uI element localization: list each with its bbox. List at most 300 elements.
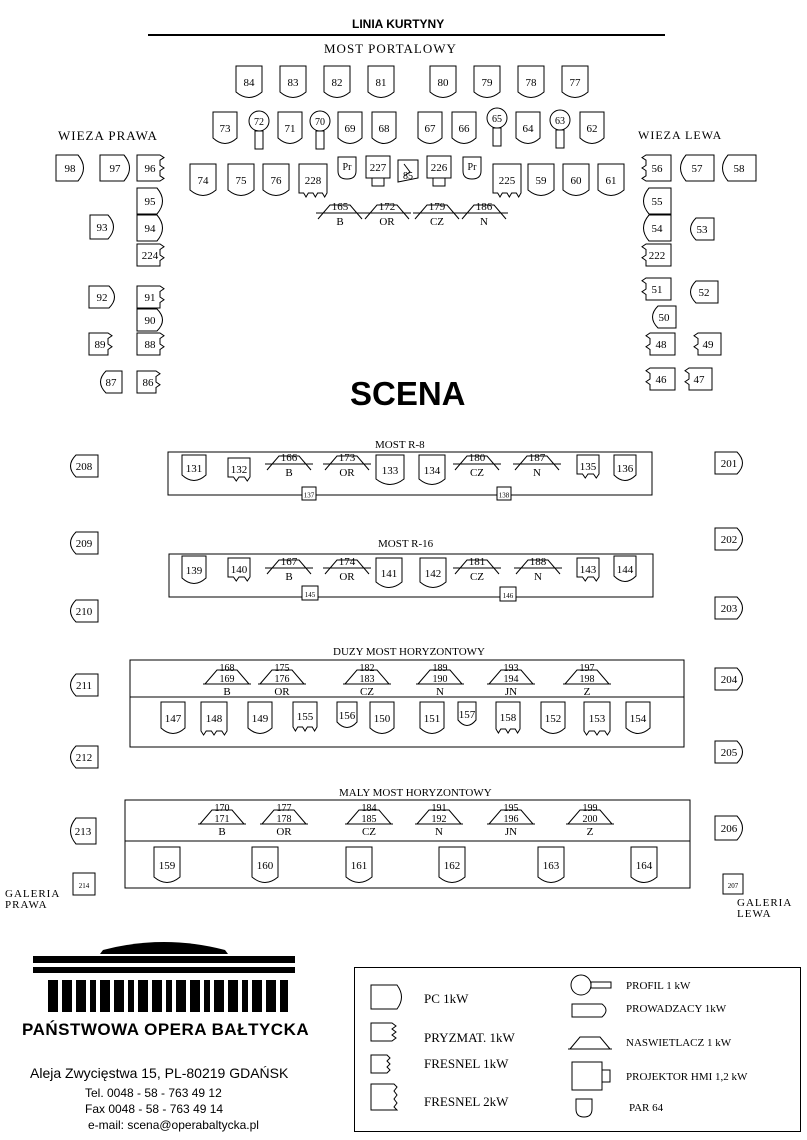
svg-text:168: 168 [219,663,235,674]
legend-par-label: PAR 64 [629,1102,664,1114]
legend-symbols [354,967,801,1132]
svg-text:Z: Z [586,826,594,838]
svg-text:63: 63 [555,116,565,127]
legend-pryzmat-label: PRYZMAT. 1kW [424,1030,515,1045]
svg-text:146: 146 [502,592,514,600]
fixture-66 [452,112,476,144]
svg-text:Pr: Pr [467,162,477,173]
svg-text:152: 152 [544,713,562,725]
fixture-131 [182,455,206,481]
fixture-157 [458,702,476,726]
svg-text:58: 58 [733,163,745,175]
svg-text:178: 178 [276,814,292,825]
profile-63 [550,110,570,148]
svg-text:53: 53 [696,224,708,236]
svg-text:133: 133 [381,465,399,477]
svg-text:B: B [223,686,231,698]
svg-text:49: 49 [702,339,714,351]
fixture-84 [236,66,262,98]
fixture-68 [372,112,396,144]
wash-189-190 [416,663,464,698]
profile-70 [310,111,330,149]
svg-text:159: 159 [158,860,176,872]
gallery-left-label-2: LEWA [737,908,772,920]
svg-text:62: 62 [586,123,598,135]
svg-text:CZ: CZ [359,686,375,698]
legend-naswietlacz-label: NASWIETLACZ 1 kW [626,1037,732,1049]
svg-text:70: 70 [315,117,325,128]
fixture-141 [376,558,402,588]
svg-text:162: 162 [443,860,461,872]
svg-text:199: 199 [582,803,598,814]
svg-text:225: 225 [498,175,516,187]
fixture-57 [681,155,715,181]
svg-text:B: B [285,467,293,479]
fixture-209 [71,532,99,554]
svg-text:148: 148 [205,713,223,725]
svg-text:83: 83 [287,77,299,89]
svg-text:CZ: CZ [469,467,485,479]
fixture-54 [644,215,672,241]
svg-text:188: 188 [529,556,547,568]
svg-text:94: 94 [144,223,156,235]
fixture-156 [337,702,357,728]
svg-text:88: 88 [144,339,156,351]
svg-text:190: 190 [432,674,448,685]
wash-193-194 [487,663,535,698]
svg-text:222: 222 [648,250,666,262]
svg-text:166: 166 [280,452,298,464]
fixture-82 [324,66,350,98]
svg-text:210: 210 [75,606,93,618]
fixture-138 [497,487,511,500]
fixture-135 [577,455,599,478]
svg-text:97: 97 [109,163,121,175]
tower-left-label: WIEZA LEWA [638,128,723,142]
profile-72 [249,111,269,149]
svg-text:191: 191 [431,803,447,814]
svg-text:135: 135 [579,461,597,473]
svg-text:96: 96 [144,163,156,175]
svg-text:186: 186 [475,201,493,213]
fixture-61 [598,164,624,196]
svg-text:197: 197 [579,663,595,674]
fixture-132 [228,458,250,481]
fixture-224 [137,244,164,266]
fixture-203 [715,597,743,619]
svg-text:193: 193 [503,663,519,674]
fixture-98 [56,155,84,181]
fixture-152 [541,702,565,734]
svg-text:206: 206 [720,823,738,835]
svg-text:165: 165 [331,201,349,213]
wash-172 [363,201,411,228]
legend-pc-icon [371,985,402,1009]
svg-text:212: 212 [75,752,93,764]
svg-text:198: 198 [579,674,595,685]
fixture-55 [644,188,672,214]
fixture-208 [71,455,99,477]
svg-text:195: 195 [503,803,519,814]
svg-text:177: 177 [276,803,292,814]
svg-text:79: 79 [481,77,493,89]
svg-text:CZ: CZ [361,826,377,838]
svg-text:147: 147 [164,713,182,725]
fixture-60 [563,164,589,196]
fixture-85 [398,160,418,182]
fixture-222 [642,244,671,266]
fixture-205 [715,741,743,763]
svg-text:185: 185 [361,814,377,825]
svg-text:77: 77 [569,77,581,89]
wash-199-200 [566,803,614,838]
fixture-143 [577,558,599,581]
wash-173 [323,452,371,479]
legend-fresnel1-label: FRESNEL 1kW [424,1056,509,1071]
svg-text:47: 47 [693,374,705,386]
gallery-right-label-2: PRAWA [5,899,48,911]
svg-text:172: 172 [378,201,396,213]
svg-text:208: 208 [75,461,93,473]
svg-text:OR: OR [274,686,290,698]
company-name: PAŃSTWOWA OPERA BAŁTYCKA [22,1020,310,1039]
svg-text:B: B [285,571,293,583]
svg-text:B: B [336,216,344,228]
fixture-94 [137,215,163,241]
fixture-91 [137,286,164,308]
svg-text:207: 207 [727,882,739,890]
svg-text:160: 160 [256,860,274,872]
wash-188 [514,556,562,583]
fixture-59 [528,164,554,196]
svg-text:N: N [436,686,444,698]
svg-text:200: 200 [582,814,598,825]
svg-text:52: 52 [698,287,710,299]
svg-text:134: 134 [423,465,441,477]
legend-pryzmat-icon [371,1023,396,1041]
fixture-228 [299,164,327,197]
fixture-148 [201,702,227,735]
svg-text:98: 98 [64,163,76,175]
legend-fresnel2-icon [371,1084,397,1110]
svg-text:76: 76 [270,175,282,187]
legend-par-icon [576,1099,592,1117]
fixture-146 [500,587,516,601]
svg-text:226: 226 [430,162,448,174]
svg-text:187: 187 [528,452,546,464]
svg-text:131: 131 [185,463,203,475]
svg-text:90: 90 [144,315,156,327]
fixture-80 [430,66,456,98]
svg-text:202: 202 [720,534,738,546]
legend-fresnel1-icon [371,1055,390,1073]
fixture-155 [293,702,317,731]
fixture-75 [228,164,254,196]
fixture-89 [89,333,112,355]
fixture-62 [580,112,604,144]
svg-text:50: 50 [658,312,670,324]
fixture-158 [496,702,520,733]
fixture-147 [161,702,185,734]
fixture-137 [302,487,316,500]
svg-text:139: 139 [185,565,203,577]
wash-175-176 [258,663,306,698]
wash-182-183 [343,663,391,698]
fixture-139 [182,556,206,584]
svg-text:80: 80 [437,77,449,89]
svg-text:OR: OR [379,216,395,228]
stage-label: SCENA [350,375,466,412]
svg-text:86: 86 [142,377,154,389]
fixture-92 [89,286,115,308]
svg-text:180: 180 [468,452,486,464]
svg-text:155: 155 [296,711,314,723]
bridge-portal-label: MOST PORTALOWY [324,41,457,56]
fixture-87 [101,371,123,393]
svg-text:228: 228 [304,175,322,187]
svg-text:84: 84 [243,77,255,89]
fixture-207 [723,874,743,894]
company-tel: Tel. 0048 - 58 - 763 49 12 [85,1086,222,1100]
svg-text:156: 156 [338,710,356,722]
svg-text:OR: OR [276,826,292,838]
wash-181 [453,556,501,583]
legend-profil-icon [571,975,611,995]
svg-text:51: 51 [651,284,663,296]
svg-text:67: 67 [424,123,436,135]
svg-text:N: N [435,826,443,838]
fixture-150 [370,702,394,734]
svg-text:59: 59 [535,175,547,187]
svg-text:95: 95 [144,196,156,208]
svg-text:81: 81 [375,77,387,89]
fixture-140 [228,558,250,581]
fixture-164 [631,847,657,883]
fixture-58 [723,155,757,181]
svg-text:158: 158 [499,712,517,724]
fixture-83 [280,66,306,98]
fixture-64 [516,112,540,144]
opera-logo-icon [28,940,300,1022]
fixture-162 [439,847,465,883]
svg-text:66: 66 [458,123,470,135]
svg-text:132: 132 [230,464,248,476]
svg-text:164: 164 [635,860,653,872]
fixture-214 [73,873,95,895]
gallery-right-label-1: GALERIA [5,888,61,900]
fixture-202 [715,528,743,550]
svg-text:213: 213 [74,826,92,838]
fixture-74 [190,164,216,196]
fixture-133 [376,455,404,485]
gallery-left-label-1: GALERIA [737,897,793,909]
legend-fresnel2-label: FRESNEL 2kW [424,1094,509,1109]
svg-text:N: N [534,571,542,583]
fixture-134 [419,455,445,485]
fixture-160 [252,847,278,883]
bridge-big-horizon-label: DUZY MOST HORYZONTOWY [333,646,485,658]
svg-text:174: 174 [338,556,356,568]
svg-text:150: 150 [373,713,391,725]
svg-text:93: 93 [96,222,108,234]
svg-text:203: 203 [720,603,738,615]
svg-text:92: 92 [96,292,108,304]
fixture-159 [154,847,180,883]
company-fax: Fax 0048 - 58 - 763 49 14 [85,1102,224,1116]
svg-text:60: 60 [570,175,582,187]
svg-text:142: 142 [424,568,442,580]
projector-227 [366,156,390,186]
fixture-90 [137,309,163,331]
fixture-77 [562,66,588,98]
svg-text:205: 205 [720,747,738,759]
svg-text:192: 192 [431,814,447,825]
fixture-81 [368,66,394,98]
svg-text:153: 153 [588,713,606,725]
svg-text:64: 64 [522,123,534,135]
tower-right-label: WIEZA PRAWA [58,128,158,143]
fixture-144 [614,556,636,582]
svg-text:201: 201 [720,458,738,470]
wash-184-185 [345,803,393,838]
svg-text:183: 183 [359,674,375,685]
wash-197-198 [563,663,611,698]
fixture-97 [100,155,130,181]
svg-text:54: 54 [651,223,663,235]
svg-text:157: 157 [458,709,476,721]
fixture-46 [646,368,675,390]
svg-text:161: 161 [350,860,368,872]
fixture-204 [715,668,743,690]
svg-text:78: 78 [525,77,537,89]
svg-text:149: 149 [251,713,269,725]
par-Pr [338,157,356,179]
wash-168-169 [203,663,251,698]
svg-text:173: 173 [338,452,356,464]
fixture-136 [614,455,636,481]
svg-text:182: 182 [359,663,375,674]
wash-179 [413,201,461,228]
wash-165 [316,201,364,228]
svg-text:204: 204 [720,674,738,686]
svg-text:61: 61 [605,175,617,187]
profile-65 [487,108,507,146]
fixture-79 [474,66,500,98]
svg-text:85: 85 [403,171,413,182]
svg-text:151: 151 [423,713,441,725]
wash-166 [265,452,313,479]
fixture-211 [71,674,99,696]
fixture-48 [646,333,675,355]
wash-177-178 [260,803,308,838]
svg-text:73: 73 [219,123,231,135]
fixture-50 [653,306,677,328]
svg-text:69: 69 [344,123,356,135]
legend-prowadzacy-label: PROWADZACY 1kW [626,1003,727,1015]
fixture-151 [420,702,444,734]
svg-text:75: 75 [235,175,247,187]
svg-text:46: 46 [655,374,667,386]
svg-text:OR: OR [339,571,355,583]
svg-text:Z: Z [583,686,591,698]
fixture-78 [518,66,544,98]
svg-text:56: 56 [651,163,663,175]
fixture-53 [691,218,715,240]
fixture-88 [137,333,164,355]
svg-text:175: 175 [274,663,290,674]
fixture-49 [694,333,721,355]
svg-text:JN: JN [504,826,518,838]
svg-text:JN: JN [504,686,518,698]
svg-text:CZ: CZ [469,571,485,583]
fixture-51 [642,278,671,300]
svg-text:140: 140 [230,564,248,576]
wash-180 [453,452,501,479]
svg-text:OR: OR [339,467,355,479]
svg-text:68: 68 [378,123,390,135]
svg-text:189: 189 [432,663,448,674]
fixture-56 [642,155,671,181]
legend-profil-label: PROFIL 1 kW [626,980,691,992]
svg-text:87: 87 [105,377,117,389]
svg-text:71: 71 [284,123,296,135]
fixture-153 [584,702,610,735]
fixture-145 [302,586,318,600]
legend-naswietlacz-icon [568,1037,612,1049]
svg-text:169: 169 [219,674,235,685]
fixture-154 [626,702,650,734]
svg-text:179: 179 [428,201,446,213]
svg-text:154: 154 [629,713,647,725]
par-Pr [463,157,481,179]
fixture-95 [137,188,163,214]
svg-text:89: 89 [94,339,106,351]
fixture-149 [248,702,272,734]
company-email: e-mail: scena@operabaltycka.pl [88,1118,259,1132]
svg-text:194: 194 [503,674,519,685]
svg-text:65: 65 [492,114,502,125]
fixture-161 [346,847,372,883]
svg-text:214: 214 [78,882,90,890]
svg-text:145: 145 [304,591,316,599]
fixture-93 [90,215,114,239]
svg-text:CZ: CZ [429,216,445,228]
svg-text:B: B [218,826,226,838]
fixture-163 [538,847,564,883]
fixture-71 [278,112,302,144]
svg-text:144: 144 [616,564,634,576]
svg-text:Pr: Pr [342,162,352,173]
legend-projektor-label: PROJEKTOR HMI 1,2 kW [626,1071,748,1083]
legend-projektor-icon [572,1062,610,1090]
legend-pc-label: PC 1kW [424,991,469,1006]
fixture-86 [137,371,160,393]
svg-text:170: 170 [214,803,230,814]
svg-text:136: 136 [616,463,634,475]
svg-text:137: 137 [303,491,315,500]
svg-text:181: 181 [468,556,486,568]
svg-text:91: 91 [144,292,156,304]
bridge-r16-label: MOST R-16 [378,538,434,550]
svg-text:176: 176 [274,674,290,685]
fixture-212 [71,746,99,768]
svg-text:167: 167 [280,556,298,568]
svg-text:82: 82 [331,77,343,89]
svg-text:48: 48 [655,339,667,351]
svg-text:55: 55 [651,196,663,208]
fixture-142 [420,558,446,588]
svg-text:209: 209 [75,538,93,550]
